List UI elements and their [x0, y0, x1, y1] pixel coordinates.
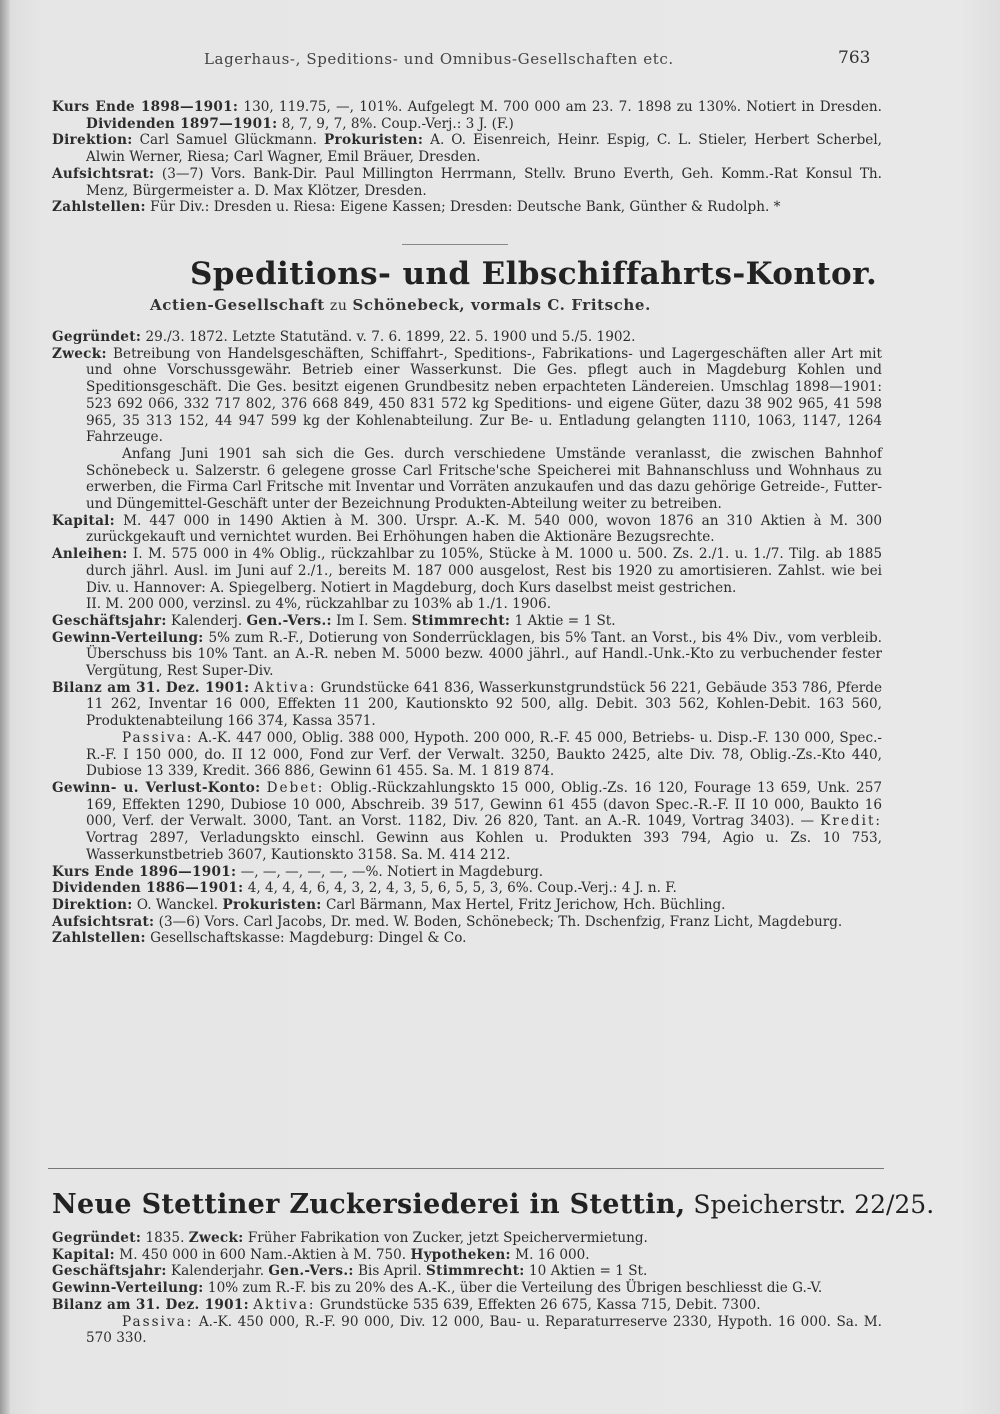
- s2-bilanz-passiva-text: A.-K. 450 000, R.-F. 90 000, Div. 12 000, Bau- u. Reparaturreserve 2330, Hypoth. 16 000. Sa. M. 570 330.: [86, 1313, 882, 1347]
- prev-zahlstellen-text: Für Div.: Dresden u. Riesa: Eigene Kassen; Dresden: Deutsche Bank, Günther & Rudolph. *: [145, 199, 781, 216]
- bilanz-passiva-entry: [52, 730, 882, 780]
- anleihen-label: Anleihen:: [52, 546, 128, 563]
- dividenden-label: Dividenden 1886—1901:: [52, 880, 244, 897]
- s2-gegruendet-text: 1835.: [141, 1230, 189, 1246]
- direktion-entry: [52, 897, 882, 914]
- stimmrecht-text: 1 Aktie = 1 St.: [510, 612, 616, 629]
- anfang-text: Anfang Juni 1901 sah sich die Ges. durch verschiedene Umstände veranlasst, die zwischen Bahnhof Schönebeck u. Salzerstr. 6 gelegene grosse Carl Fritsche'sche Speicherei mit Bahnanschluss und Wohnhaus zu erwerben, die Firma Carl Fritsche mit Inventar und Vorräten anzukaufen und das dazu gehörige Getreide-, Futter- und Düngemittel-Geschäft unter der Bezeichnung Produkten-Abteilung weiter zu betreiben.: [86, 445, 882, 513]
- prev-direktion-entry: [52, 132, 882, 165]
- prev-zahlstellen-entry: [52, 199, 882, 216]
- s2-gegruendet-entry: [52, 1230, 882, 1247]
- passiva-word: Passiva:: [122, 729, 194, 746]
- s2-bilanz-label: Bilanz am 31. Dez. 1901:: [52, 1296, 249, 1313]
- prev-company-block: [52, 99, 882, 216]
- aufsichtsrat-label: Aufsichtsrat:: [52, 913, 155, 930]
- prev-direktion-text: Carl Samuel Glückmann.: [132, 132, 324, 149]
- s2-bilanz-passiva-entry: [52, 1314, 882, 1347]
- company2-address: Speicherstr. 22/25.: [685, 1190, 935, 1219]
- geschaeftsjahr-text: Kalenderj.: [166, 612, 247, 629]
- s2-stimmrecht-label: Stimmrecht:: [426, 1263, 525, 1280]
- s2-kapital-entry: [52, 1247, 882, 1264]
- s2-gen-vers-label: Gen.-Vers.:: [268, 1263, 354, 1280]
- page-number: 763: [838, 48, 871, 68]
- kurs-entry: [52, 864, 882, 881]
- zahlstellen-text: Gesellschaftskasse: Magdeburg: Dingel & Co.: [145, 930, 467, 947]
- prokuristen-text: Carl Bärmann, Max Hertel, Fritz Jerichow, Hch. Büchling.: [321, 896, 726, 913]
- zweck-text: Betreibung von Handelsgeschäften, Schiffahrt-, Speditions-, Fabrikations- und Lagergeschäften aller Art mit und ohne Vorschussgewähr. Betrieb einer Wasserkunst. Die Ges. pflegt auch in Magdeburg Kohlen und Speditionsgeschäft. Die Ges. besitzt eigenen Grundbesitz neben erpachteten Ländereien. Umschlag 1898—1901: 523 692 066, 332 717 802, 376 668 849, 450 831 572 kg Speditions- und eigene Güter, dazu 38 902 965, 41 598 965, 35 313 152, 44 947 599 kg der Kohlenabteilung. Zur Be- u. Entladung gelangten 1110, 1063, 1147, 1264 Fahrzeuge.: [86, 345, 882, 446]
- s2-zweck-text: Früher Fabrikation von Zucker, jetzt Speichervermietung.: [243, 1230, 648, 1246]
- s2-kapital-text: M. 450 000 in 600 Nam.-Aktien à M. 750.: [114, 1246, 411, 1263]
- guv-kredit-text: Vortrag 2897, Verladungskto einschl. Gewinn aus Kohlen u. Produkten 393 794, Agio u. Zs. 10 753, Wasserkunstbetrieb 3607, Kautionskto 3158. Sa. M. 414 212.: [86, 830, 882, 863]
- s2-hypotheken-text: M. 16 000.: [510, 1246, 590, 1263]
- zweck-label: Zweck:: [52, 345, 107, 362]
- prev-aufsichtsrat-text: (3—7) Vors. Bank-Dir. Paul Millington Herrmann, Stellv. Bruno Everth, Geh. Komm.-Rat Konsul Th. Menz, Bürgermeister a. D. Max Klötzer, Dresden.: [86, 165, 882, 199]
- prev-prokuristen-text: A. O. Eisenreich, Heinr. Espig, C. L. Stieler, Herbert Scherbel, Alwin Werner, Riesa; Carl Wagner, Emil Bräuer, Dresden.: [86, 132, 882, 166]
- page-edge-shadow: [0, 0, 10, 1414]
- s2-gewinn-verteilung-text: 10% zum R.-F. bis zu 20% des A.-K., über die Verteilung des Übrigen beschliesst die G.-V.: [203, 1280, 823, 1297]
- geschaeftsjahr-entry: [52, 613, 882, 630]
- zahlstellen-entry: [52, 930, 882, 947]
- dividenden-entry: [52, 880, 882, 897]
- gegruendet-label: Gegründet:: [52, 329, 142, 345]
- zahlstellen-label: Zahlstellen:: [52, 930, 146, 947]
- debet-word: Debet:: [266, 779, 325, 796]
- kapital-label: Kapital:: [52, 512, 115, 529]
- section-divider: [48, 1168, 884, 1169]
- kurs-label: Kurs Ende 1896—1901:: [52, 863, 237, 880]
- gegruendet-text: 29./3. 1872. Letzte Statutänd. v. 7. 6. 1899, 22. 5. 1900 und 5./5. 1902.: [141, 329, 636, 345]
- s2-stimmrecht-text: 10 Aktien = 1 St.: [524, 1263, 648, 1280]
- company-title: Speditions- und Elbschiffahrts-Kontor.: [190, 256, 878, 292]
- prev-dividenden-text: 8, 7, 9, 7, 8%. Coup.-Verj.: 3 J. (F.): [277, 115, 514, 132]
- subtitle-location: Schönebeck, vormals C. Fritsche.: [352, 296, 651, 314]
- s2-bilanz-aktiva-text: Grundstücke 535 639, Effekten 26 675, Kassa 715, Debit. 7300.: [315, 1296, 761, 1313]
- aktiva-word: Aktiva:: [253, 679, 317, 696]
- gewinn-verteilung-label: Gewinn-Verteilung:: [52, 629, 204, 646]
- aufsichtsrat-entry: [52, 914, 882, 931]
- bilanz-aktiva-text: Grundstücke 641 836, Wasserkunstgrundstück 56 221, Gebäude 353 786, Pferde 11 262, Inventar 16 000, Effekten 11 200, Kautionskto 92 500, allg. Debit. 303 562, Kohlen-Debit. 163 560, Produktenabteilung 166 374, Kassa 3571.: [86, 679, 882, 730]
- anfang-paragraph: [52, 446, 882, 513]
- company2-name: Neue Stettiner Zuckersiederei in Stettin,: [52, 1189, 686, 1220]
- bilanz-aktiva-entry: [52, 680, 882, 730]
- running-header: Lagerhaus-, Speditions- und Omnibus-Gesellschaften etc.: [204, 50, 674, 68]
- guv-label: Gewinn- u. Verlust-Konto:: [52, 779, 261, 796]
- prev-kurs-label: Kurs Ende 1898—1901:: [52, 99, 239, 115]
- anleihen-entry: [52, 546, 882, 596]
- guv-debet-text: Oblig.-Rückzahlungskto 15 000, Oblig.-Zs. 16 120, Fourage 13 659, Unk. 257 169, Effekten 1290, Dubiose 10 000, Abschreib. 39 517, Gewinn 61 455 (davon Spec.-R.-F. II 10 000, Baukto 16 000, Verf. der Verwalt. 3000, Tant. an Vorst. 1182, Div. 26 820, Tant. an A.-R. 1049, Vortrag 3403). —: [86, 779, 882, 830]
- separator-rule: [402, 244, 508, 245]
- company-subtitle: [150, 296, 651, 314]
- company-body: [52, 329, 882, 947]
- subtitle-preposition: zu: [324, 298, 353, 314]
- prev-kurs-text: 130, 119.75, —, 101%. Aufgelegt M. 700 000 am 23. 7. 1898 zu 130%. Notiert in Dresden.: [238, 99, 882, 115]
- guv-entry: [52, 780, 882, 864]
- bilanz-passiva-text: A.-K. 447 000, Oblig. 388 000, Hypoth. 200 000, R.-F. 45 000, Betriebs- u. Disp.-F. 130 000, Spec.-R.-F. I 150 000, do. II 12 000, Fond zur Verf. der Verwalt. 3250, Baukto 2425, alte Div. 78, Oblig.-Zs.-Kto 440, Dubiose 13 339, Kredit. 366 886, Gewinn 61 455. Sa. M. 1 819 874.: [86, 729, 882, 780]
- prev-dividenden-label: Dividenden 1897—1901:: [86, 115, 278, 132]
- prev-aufsichtsrat-label: Aufsichtsrat:: [52, 165, 155, 182]
- s2-kapital-label: Kapital:: [52, 1246, 115, 1263]
- company2-title: [52, 1189, 934, 1220]
- s2-bilanz-aktiva-entry: [52, 1297, 882, 1314]
- s2-passiva-word: Passiva:: [122, 1313, 194, 1330]
- kapital-entry: [52, 513, 882, 546]
- gen-vers-text: Im I. Sem.: [331, 612, 412, 629]
- prev-zahlstellen-label: Zahlstellen:: [52, 199, 146, 216]
- s2-zweck-label: Zweck:: [188, 1230, 244, 1246]
- stimmrecht-label: Stimmrecht:: [411, 612, 511, 629]
- s2-geschaeftsjahr-entry: [52, 1263, 882, 1280]
- company2-body: [52, 1230, 882, 1347]
- prokuristen-label: Prokuristen:: [222, 896, 322, 913]
- gewinn-verteilung-entry: [52, 630, 882, 680]
- kredit-word: Kredit:: [820, 813, 882, 830]
- direktion-text: O. Wanckel.: [132, 896, 223, 913]
- gen-vers-label: Gen.-Vers.:: [246, 612, 332, 629]
- s2-aktiva-word: Aktiva:: [253, 1296, 316, 1313]
- zweck-entry: [52, 346, 882, 446]
- s2-gewinn-verteilung-entry: [52, 1280, 882, 1297]
- s2-hypotheken-label: Hypotheken:: [410, 1246, 511, 1263]
- s2-gen-vers-text: Bis April.: [353, 1263, 427, 1280]
- s2-gewinn-verteilung-label: Gewinn-Verteilung:: [52, 1280, 204, 1297]
- gewinn-verteilung-text: 5% zum R.-F., Dotierung von Sonderrücklagen, bis 5% Tant. an Vorst., bis 4% Div., vom verbleib. Überschuss bis 10% Tant. an A.-R. neben M. 5000 bezw. 4000 jährl., auf Handl.-Unk.-Kto zu verbuchender fester Vergütung, Rest Super-Div.: [86, 629, 882, 680]
- prev-direktion-label: Direktion:: [52, 132, 133, 149]
- dividenden-text: 4, 4, 4, 4, 6, 4, 3, 2, 4, 3, 5, 6, 5, 5, 3, 6%. Coup.-Verj.: 4 J. n. F.: [243, 880, 677, 897]
- prev-prokuristen-label: Prokuristen:: [324, 132, 424, 149]
- kurs-text: —, —, —, —, —, —%. Notiert in Magdeburg.: [236, 863, 544, 880]
- prev-aufsichtsrat-entry: [52, 166, 882, 199]
- anleihen-text: I. M. 575 000 in 4% Oblig., rückzahlbar zu 105%, Stücke à M. 1000 u. 500. Zs. 2./1. u. 1./7. Tilg. ab 1885 durch jährl. Ausl. im Juni auf 2./1., bereits M. 187 000 ausgelost, Rest bis 1920 zu amortisieren. Zahlst. wie bei Div. u. Hannover: A. Spiegelberg. Notiert in Magdeburg, doch Kurs daselbst meist gestrichen.: [86, 546, 882, 596]
- anleihen2-text: II. M. 200 000, verzinsl. zu 4%, rückzahlbar zu 103% ab 1./1. 1906.: [86, 596, 552, 613]
- direktion-label: Direktion:: [52, 896, 133, 913]
- s2-gegruendet-label: Gegründet:: [52, 1230, 142, 1246]
- prev-kurs-entry: [52, 99, 882, 132]
- s2-geschaeftsjahr-text: Kalenderjahr.: [166, 1263, 269, 1280]
- gegruendet-entry: [52, 329, 882, 346]
- subtitle-company-form: Actien-Gesellschaft: [150, 296, 325, 314]
- anleihen2-entry: [52, 596, 882, 613]
- kapital-text: M. 447 000 in 1490 Aktien à M. 300. Urspr. A.-K. M. 540 000, wovon 1876 an 310 Aktien à M. 300 zurückgekauft und vernichtet wurden. Bei Erhöhungen haben die Aktionäre Bezugsrechte.: [86, 512, 882, 546]
- bilanz-label: Bilanz am 31. Dez. 1901:: [52, 679, 250, 696]
- geschaeftsjahr-label: Geschäftsjahr:: [52, 612, 167, 629]
- s2-geschaeftsjahr-label: Geschäftsjahr:: [52, 1263, 167, 1280]
- aufsichtsrat-text: (3—6) Vors. Carl Jacobs, Dr. med. W. Boden, Schönebeck; Th. Dschenfzig, Franz Licht, Magdeburg.: [154, 913, 843, 930]
